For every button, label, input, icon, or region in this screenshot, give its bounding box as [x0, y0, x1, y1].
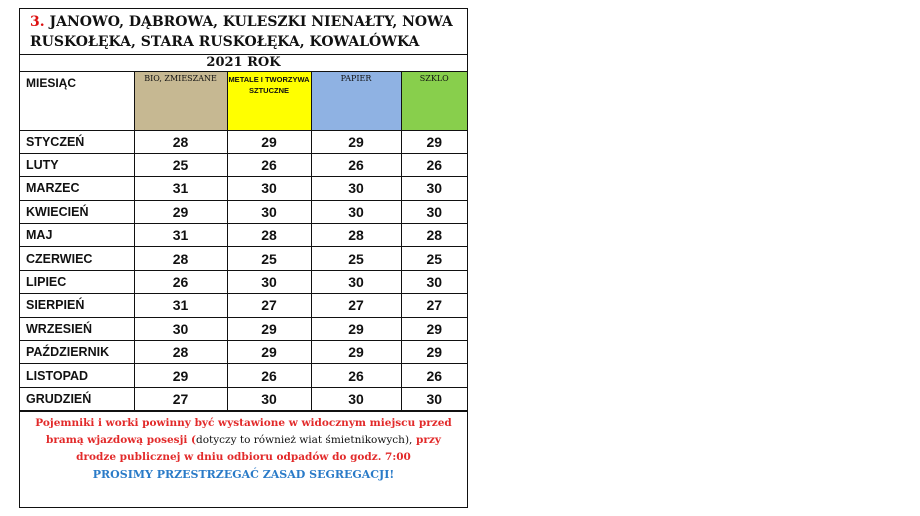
- page-title: [20, 9, 467, 55]
- metale-date-cell: 30: [227, 177, 311, 200]
- papier-date-cell: 25: [311, 247, 401, 270]
- metale-date-cell: 28: [227, 224, 311, 247]
- column-header-metale: METALE I TWORZYWA SZTUCZNE: [227, 72, 311, 130]
- bio-date-cell: 26: [134, 270, 227, 293]
- szklo-date-cell: 29: [401, 130, 467, 153]
- metale-date-cell: 29: [227, 317, 311, 340]
- bio-date-cell: 27: [134, 387, 227, 410]
- bio-date-cell: 29: [134, 200, 227, 223]
- table-row: [20, 153, 467, 176]
- szklo-date-cell: 30: [401, 200, 467, 223]
- year-label: 2021 ROK: [20, 55, 467, 72]
- table-row: [20, 247, 467, 270]
- month-cell: PAŹDZIERNIK: [20, 341, 134, 364]
- table-row: [20, 224, 467, 247]
- table-row: [20, 177, 467, 200]
- title-number: 3.: [30, 14, 45, 30]
- metale-date-cell: 25: [227, 247, 311, 270]
- schedule-table: [20, 72, 467, 411]
- bio-date-cell: 25: [134, 153, 227, 176]
- column-header-szklo: SZKLO: [401, 72, 467, 130]
- papier-date-cell: 30: [311, 177, 401, 200]
- szklo-date-cell: 28: [401, 224, 467, 247]
- bio-date-cell: 30: [134, 317, 227, 340]
- month-cell: STYCZEŃ: [20, 130, 134, 153]
- column-header-papier: PAPIER: [311, 72, 401, 130]
- papier-date-cell: 30: [311, 270, 401, 293]
- szklo-date-cell: 29: [401, 341, 467, 364]
- bio-date-cell: 28: [134, 130, 227, 153]
- szklo-date-cell: 25: [401, 247, 467, 270]
- szklo-date-cell: 30: [401, 387, 467, 410]
- table-row: [20, 387, 467, 410]
- metale-date-cell: 27: [227, 294, 311, 317]
- papier-date-cell: 27: [311, 294, 401, 317]
- bio-date-cell: 31: [134, 177, 227, 200]
- month-cell: KWIECIEŃ: [20, 200, 134, 223]
- bio-date-cell: 31: [134, 224, 227, 247]
- metale-date-cell: 29: [227, 341, 311, 364]
- month-cell: WRZESIEŃ: [20, 317, 134, 340]
- header-row: [20, 72, 467, 130]
- notice-part-1: Pojemniki i worki powinny być wystawione w widocznym miejscu przed bramą wjazdową posesji (: [35, 417, 452, 447]
- month-cell: MARZEC: [20, 177, 134, 200]
- bio-date-cell: 31: [134, 294, 227, 317]
- papier-date-cell: 29: [311, 341, 401, 364]
- metale-date-cell: 26: [227, 364, 311, 387]
- szklo-date-cell: 29: [401, 317, 467, 340]
- month-cell: LUTY: [20, 153, 134, 176]
- metale-date-cell: 30: [227, 200, 311, 223]
- papier-date-cell: 29: [311, 317, 401, 340]
- metale-date-cell: 30: [227, 387, 311, 410]
- notice-text: [20, 411, 467, 484]
- table-row: [20, 317, 467, 340]
- metale-date-cell: 29: [227, 130, 311, 153]
- month-cell: LIPIEC: [20, 270, 134, 293]
- month-cell: MAJ: [20, 224, 134, 247]
- month-cell: LISTOPAD: [20, 364, 134, 387]
- szklo-date-cell: 26: [401, 364, 467, 387]
- papier-date-cell: 28: [311, 224, 401, 247]
- column-header-bio: BIO, ZMIESZANE: [134, 72, 227, 130]
- papier-date-cell: 29: [311, 130, 401, 153]
- szklo-date-cell: 30: [401, 177, 467, 200]
- notice-part-2: dotyczy to również wiat śmietnikowych),: [195, 434, 413, 447]
- bio-date-cell: 28: [134, 247, 227, 270]
- title-text: JANOWO, DĄBROWA, KULESZKI NIENAŁTY, NOWA RUSKOŁĘKA, STARA RUSKOŁĘKA, KOWALÓWKA: [30, 14, 453, 50]
- szklo-date-cell: 26: [401, 153, 467, 176]
- table-row: [20, 294, 467, 317]
- metale-date-cell: 26: [227, 153, 311, 176]
- table-row: [20, 364, 467, 387]
- table-row: [20, 130, 467, 153]
- papier-date-cell: 30: [311, 387, 401, 410]
- segregation-appeal: PROSIMY PRZESTRZEGAĆ ZASAD SEGREGACJI!: [92, 468, 395, 482]
- column-header-month: MIESIĄC: [20, 72, 134, 130]
- table-row: [20, 270, 467, 293]
- table-row: [20, 200, 467, 223]
- szklo-date-cell: 27: [401, 294, 467, 317]
- table-row: [20, 341, 467, 364]
- bio-date-cell: 28: [134, 341, 227, 364]
- schedule-sheet: [19, 8, 468, 508]
- papier-date-cell: 26: [311, 364, 401, 387]
- month-cell: GRUDZIEŃ: [20, 387, 134, 410]
- metale-date-cell: 30: [227, 270, 311, 293]
- papier-date-cell: 30: [311, 200, 401, 223]
- bio-date-cell: 29: [134, 364, 227, 387]
- szklo-date-cell: 30: [401, 270, 467, 293]
- papier-date-cell: 26: [311, 153, 401, 176]
- notice-part-3: przy drodze publicznej w dniu odbioru odpadów do godz. 7:00: [76, 434, 441, 464]
- month-cell: CZERWIEC: [20, 247, 134, 270]
- month-cell: SIERPIEŃ: [20, 294, 134, 317]
